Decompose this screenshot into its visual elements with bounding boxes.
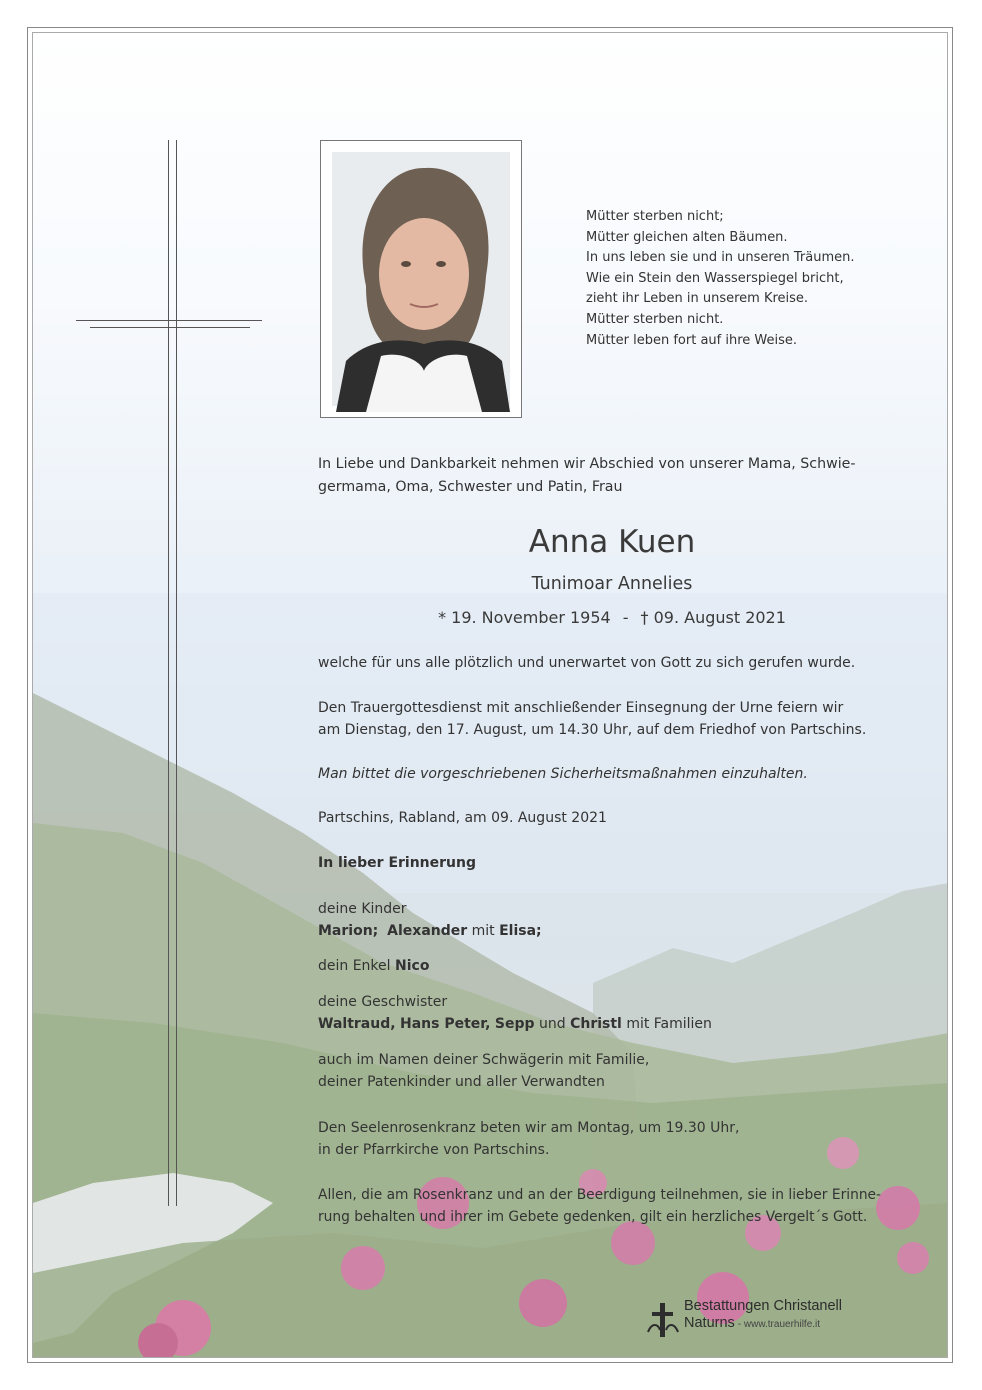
- child-name: Alexander: [387, 923, 468, 939]
- safety-note: Man bittet die vorgeschriebenen Sicherheitsmaßnahmen einzuhalten.: [318, 766, 808, 782]
- life-dates: [318, 608, 906, 627]
- date-separator: -: [622, 608, 629, 627]
- passing-line: welche für uns alle plötzlich und unerwartet von Gott zu sich gerufen wurde.: [318, 655, 856, 671]
- poem-line: Mütter sterben nicht;: [586, 209, 724, 224]
- poem-line: Mütter leben fort auf ihre Weise.: [586, 332, 798, 348]
- intro-paragraph: In Liebe und Dankbarkeit nehmen wir Abschied von unserer Mama, Schwie- germama, Oma, Schwester und Patin, Frau: [318, 456, 856, 495]
- poem-line: Wie ein Stein den Wasserspiegel bricht,: [586, 270, 844, 286]
- service-paragraph: Den Trauergottesdienst mit anschließender Einsegnung der Urne feiern wir am Dienstag, den 17. August, um 14.30 Uhr, auf dem Friedhof von Partschins.: [318, 700, 867, 738]
- deceased-name: Anna Kuen: [528, 524, 696, 560]
- deceased-nickname: Tunimoar Annelies: [531, 574, 693, 594]
- death-date: † 09. August 2021: [640, 608, 786, 627]
- child-name: Marion;: [318, 923, 379, 939]
- rosary-paragraph: Den Seelenrosenkranz beten wir am Montag, um 19.30 Uhr, in der Pfarrkirche von Partschins.: [318, 1120, 740, 1158]
- portrait-photo: [326, 146, 516, 412]
- cross-logo-icon: [644, 1302, 682, 1340]
- poem-line: Mütter gleichen alten Bäumen.: [586, 229, 788, 245]
- sibling-name: Waltraud,: [318, 1016, 396, 1032]
- funeral-home-logo: [644, 1296, 914, 1344]
- sibling-name: Hans Peter,: [400, 1016, 491, 1032]
- partner-name: Elisa;: [499, 923, 542, 939]
- poem: [586, 207, 886, 351]
- poem-line: zieht ihr Leben in unserem Kreise.: [586, 291, 809, 307]
- funeral-home-location: Naturns - www.trauerhilfe.it: [684, 1315, 821, 1331]
- grandchild-section: dein Enkel Nico: [318, 958, 430, 974]
- sibling-name: Sepp: [494, 1016, 535, 1032]
- grandchild-name: Nico: [395, 958, 430, 974]
- funeral-home-website: - www.trauerhilfe.it: [737, 1319, 821, 1330]
- funeral-home-name: Bestattungen Christanell: [684, 1298, 842, 1314]
- siblings-section: deine Geschwister Waltraud, Hans Peter, Sepp und Christl mit Familien: [318, 994, 712, 1032]
- poem-line: Mütter sterben nicht.: [586, 311, 724, 327]
- place-date: Partschins, Rabland, am 09. August 2021: [318, 810, 607, 826]
- remembrance-heading: In lieber Erinnerung: [318, 855, 476, 871]
- sibling-name: Christl: [570, 1016, 622, 1032]
- birth-date: * 19. November 1954: [438, 608, 611, 627]
- others-section: auch im Namen deiner Schwägerin mit Familie, deiner Patenkinder und aller Verwandten: [318, 1052, 650, 1090]
- poem-line: In uns leben sie und in unseren Träumen.: [586, 250, 855, 266]
- thanks-paragraph: Allen, die am Rosenkranz und an der Beerdigung teilnehmen, sie in lieber Erinne- rung behalten und ihrer im Gebete gedenken, gilt ein herzliches Vergelt´s Gott.: [318, 1187, 882, 1225]
- portrait-frame: [320, 140, 522, 418]
- children-section: deine Kinder Marion; Alexander mit Elisa;: [318, 901, 542, 939]
